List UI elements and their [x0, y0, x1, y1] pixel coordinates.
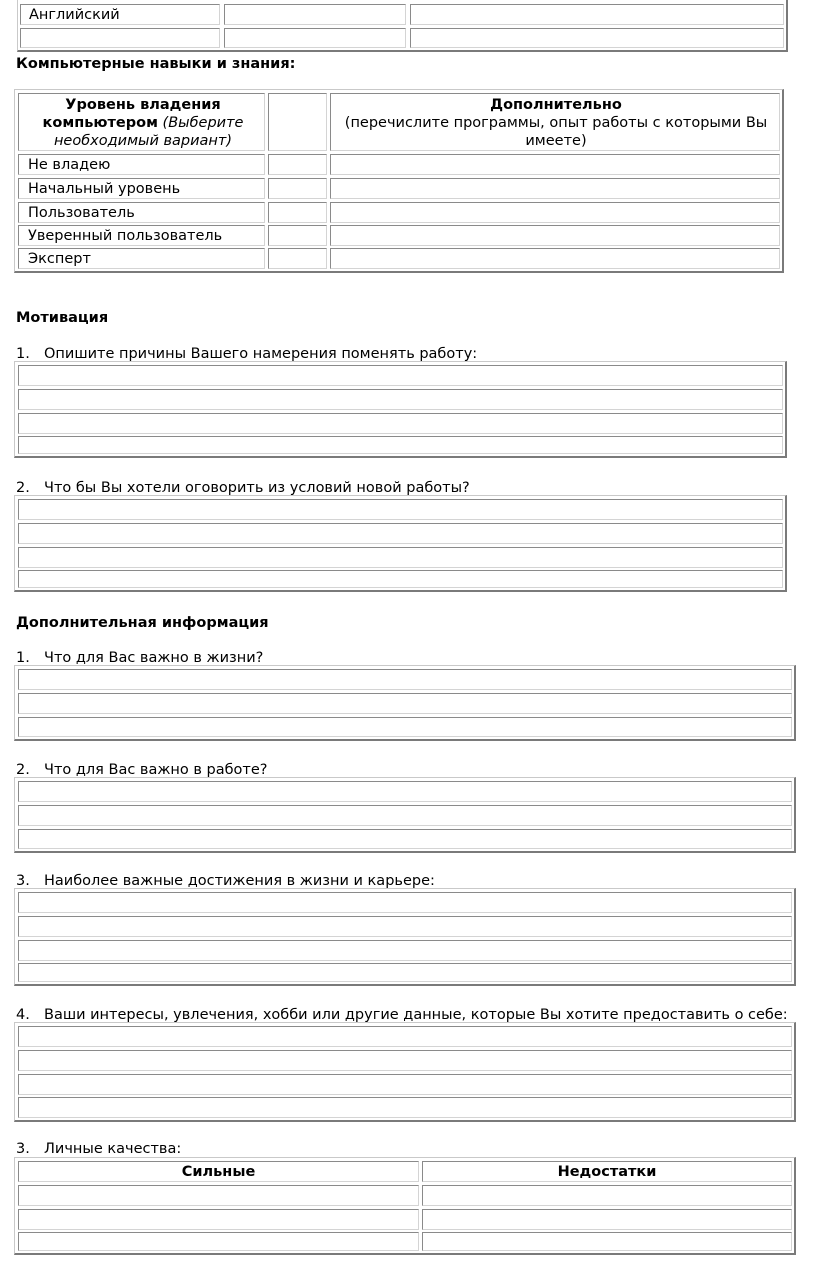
level-select-2[interactable] — [268, 202, 327, 223]
weakness-field-2[interactable] — [422, 1209, 792, 1230]
question-number: 3. — [16, 1141, 30, 1157]
question-number: 2. — [16, 762, 30, 778]
weaknesses-header: Недостатки — [557, 1164, 657, 1180]
language-level-field-2[interactable] — [224, 28, 406, 48]
additional-answer-3-line-2[interactable] — [18, 916, 792, 937]
level-row-0 — [18, 154, 265, 175]
question-number: 2. — [16, 480, 30, 496]
level-row-3 — [18, 225, 265, 246]
level-notes-1[interactable] — [330, 178, 780, 199]
additional-header-bold: Дополнительно — [490, 97, 622, 113]
weakness-field-3[interactable] — [422, 1232, 792, 1251]
weakness-field-1[interactable] — [422, 1185, 792, 1206]
language-note-field-2[interactable] — [410, 28, 784, 48]
motivation-answer-1-line-3[interactable] — [18, 413, 783, 434]
motivation-answer-2-line-4[interactable] — [18, 570, 783, 588]
level-select-4[interactable] — [268, 248, 327, 269]
level-label: Эксперт — [28, 251, 91, 267]
question-text: Ваши интересы, увлечения, хобби или другие данные, которые Вы хотите предоставить о себе: — [44, 1007, 788, 1023]
question-text: Личные качества: — [44, 1141, 182, 1157]
motivation-heading: Мотивация — [16, 310, 109, 326]
language-name-field-2[interactable] — [20, 28, 220, 48]
additional-header-text: (перечислите программы, опыт работы с которыми Вы имеете) — [344, 115, 768, 149]
question-text: Что для Вас важно в работе? — [44, 762, 268, 778]
strength-field-3[interactable] — [18, 1232, 419, 1251]
language-note-field-1[interactable] — [410, 4, 784, 25]
level-header — [23, 96, 263, 150]
additional-info-heading: Дополнительная информация — [16, 615, 269, 631]
language-name-cell — [20, 4, 220, 25]
level-label: Пользователь — [28, 205, 135, 221]
question-number: 3. — [16, 873, 30, 889]
motivation-answer-2-line-3[interactable] — [18, 547, 783, 568]
additional-answer-1-line-2[interactable] — [18, 693, 792, 714]
language-level-field-1[interactable] — [224, 4, 406, 25]
computer-skills-heading: Компьютерные навыки и знания: — [16, 56, 296, 72]
additional-answer-1-line-3[interactable] — [18, 717, 792, 737]
level-notes-2[interactable] — [330, 202, 780, 223]
motivation-answer-1-line-1[interactable] — [18, 365, 783, 386]
level-header-cell — [18, 93, 265, 151]
question-text: Что бы Вы хотели оговорить из условий новой работы? — [44, 480, 470, 496]
level-label: Не владею — [28, 157, 111, 173]
strength-field-2[interactable] — [18, 1209, 419, 1230]
level-label: Уверенный пользователь — [28, 228, 223, 244]
level-row-1 — [18, 178, 265, 199]
additional-answer-2-line-1[interactable] — [18, 781, 792, 802]
motivation-answer-1-line-4[interactable] — [18, 436, 783, 454]
level-notes-0[interactable] — [330, 154, 780, 175]
level-label: Начальный уровень — [28, 181, 181, 197]
motivation-answer-2-line-1[interactable] — [18, 499, 783, 520]
strength-field-1[interactable] — [18, 1185, 419, 1206]
level-notes-3[interactable] — [330, 225, 780, 246]
additional-answer-3-line-3[interactable] — [18, 940, 792, 961]
additional-answer-4-line-3[interactable] — [18, 1074, 792, 1095]
level-select-0[interactable] — [268, 154, 327, 175]
question-number: 1. — [16, 650, 30, 666]
weaknesses-header-cell — [422, 1161, 792, 1182]
additional-header — [335, 96, 777, 150]
additional-answer-3-line-1[interactable] — [18, 892, 792, 913]
motivation-answer-2-line-2[interactable] — [18, 523, 783, 544]
strengths-header: Сильные — [181, 1164, 256, 1180]
question-number: 1. — [16, 346, 30, 362]
question-text: Опишите причины Вашего намерения поменять работу: — [44, 346, 478, 362]
level-select-3[interactable] — [268, 225, 327, 246]
question-number: 4. — [16, 1007, 30, 1023]
additional-answer-3-line-4[interactable] — [18, 963, 792, 982]
additional-answer-2-line-3[interactable] — [18, 829, 792, 849]
level-row-2 — [18, 202, 265, 223]
motivation-answer-1-line-2[interactable] — [18, 389, 783, 410]
additional-header-cell — [330, 93, 780, 151]
additional-answer-4-line-4[interactable] — [18, 1097, 792, 1118]
question-text: Наиболее важные достижения в жизни и карьере: — [44, 873, 435, 889]
checkbox-header-cell — [268, 93, 327, 151]
additional-answer-1-line-1[interactable] — [18, 669, 792, 690]
question-text: Что для Вас важно в жизни? — [44, 650, 264, 666]
personal-qualities-question — [16, 1140, 181, 1158]
level-header-italic: (Выберите необходимый вариант) — [53, 115, 244, 149]
level-header-bold: Уровень владения компьютером — [42, 97, 221, 131]
level-notes-4[interactable] — [330, 248, 780, 269]
level-select-1[interactable] — [268, 178, 327, 199]
strengths-header-cell — [18, 1161, 419, 1182]
additional-answer-2-line-2[interactable] — [18, 805, 792, 826]
level-row-4 — [18, 248, 265, 269]
additional-answer-4-line-1[interactable] — [18, 1026, 792, 1047]
additional-answer-4-line-2[interactable] — [18, 1050, 792, 1071]
language-label: Английский — [29, 7, 120, 23]
